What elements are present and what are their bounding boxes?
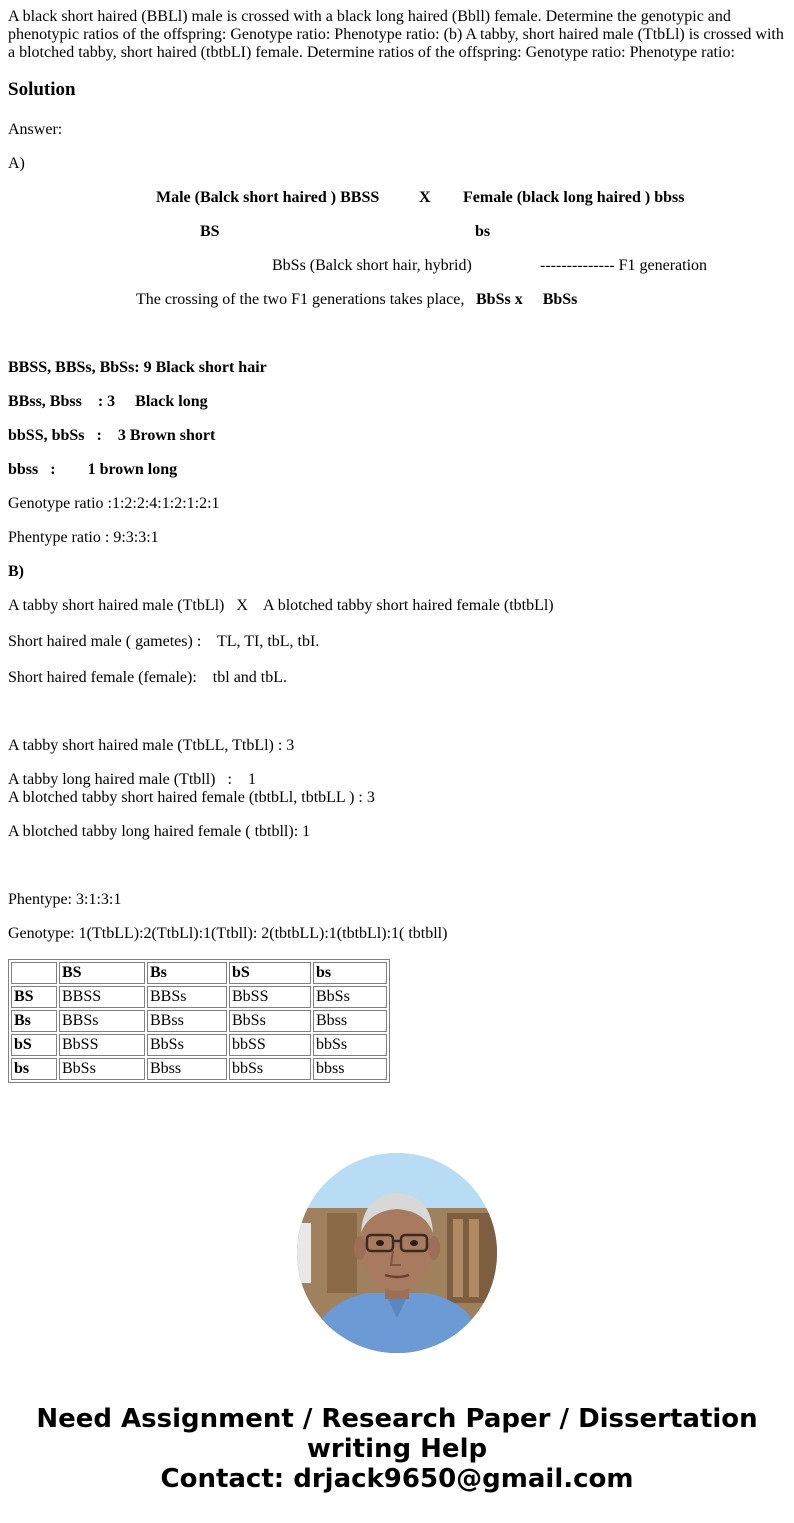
phenotype-ratio-a: Phentype ratio : 9:3:3:1 bbox=[8, 529, 159, 546]
genotype-ratio-a: Genotype ratio :1:2:2:4:1:2:1:2:1 bbox=[8, 495, 220, 512]
question-text: A black short haired (BBLl) male is crossed with a black long haired (Bbll) female. Determine the genotypic and phenotypic ratios of the offspring: Genotype ratio: Phenotype ratio: (b) A tabby, short haired male (TtbLl) is crossed with a blotched tabby, short haired (tbtbLI) female. Determine ratios of the offspring: Genotype ratio: Phenotype ratio: bbox=[8, 8, 784, 61]
punnett-cell: BbSs bbox=[59, 1058, 145, 1080]
punnett-cell: BBss bbox=[147, 1010, 227, 1032]
gamete-female: bs bbox=[475, 223, 491, 240]
punnett-cell: bbss bbox=[313, 1058, 387, 1080]
punnett-row-header: Bs bbox=[11, 1010, 57, 1032]
punnett-square bbox=[8, 959, 390, 1083]
answer-label: Answer: bbox=[8, 121, 63, 138]
punnett-cell: bbSS bbox=[229, 1034, 311, 1056]
part-a-label: A) bbox=[8, 155, 25, 172]
punnett-row bbox=[11, 1058, 387, 1080]
phenotype-b: Phentype: 3:1:3:1 bbox=[8, 891, 122, 908]
gametes-male-b: Short haired male ( gametes) : TL, TI, tbL, tbI. bbox=[8, 633, 320, 650]
punnett-row bbox=[11, 1034, 387, 1056]
punnett-row-header: bs bbox=[11, 1058, 57, 1080]
f1-offspring: BbSs (Balck short hair, hybrid) bbox=[272, 257, 472, 274]
result-a-line: BBss, Bbss : 3 Black long bbox=[8, 393, 208, 410]
punnett-cell: BbSs bbox=[147, 1034, 227, 1056]
punnett-row bbox=[11, 986, 387, 1008]
f1-cross-text: The crossing of the two F1 generations takes place, bbox=[136, 291, 465, 308]
punnett-row bbox=[11, 1010, 387, 1032]
solution-heading: Solution bbox=[8, 79, 76, 100]
punnett-cell: BbSS bbox=[229, 986, 311, 1008]
promo-line-2: writing Help bbox=[306, 1434, 488, 1464]
punnett-row-header: bS bbox=[11, 1034, 57, 1056]
cross-b: A tabby short haired male (TtbLl) X A blotched tabby short haired female (tbtbLl) bbox=[8, 597, 554, 614]
punnett-header-row bbox=[11, 962, 387, 984]
punnett-cell: BbSs bbox=[229, 1010, 311, 1032]
punnett-col-header: bs bbox=[313, 962, 387, 984]
promo-contact[interactable]: Contact: drjack9650@gmail.com bbox=[160, 1464, 634, 1494]
f1-cross-genotypes: BbSs x BbSs bbox=[476, 291, 578, 308]
result-b-line: A blotched tabby short haired female (tbtbLl, tbtbLL ) : 3 bbox=[8, 789, 375, 806]
cross-a-male: Male (Balck short haired ) BBSS bbox=[156, 189, 380, 206]
gamete-male: BS bbox=[200, 223, 220, 240]
punnett-cell: bbSs bbox=[313, 1034, 387, 1056]
promo-line-1: Need Assignment / Research Paper / Dissertation bbox=[36, 1404, 758, 1434]
result-b-line: A tabby short haired male (TtbLL, TtbLl) : 3 bbox=[8, 737, 295, 754]
punnett-row-header: BS bbox=[11, 986, 57, 1008]
punnett-corner-cell bbox=[11, 962, 57, 984]
punnett-cell: BbSs bbox=[313, 986, 387, 1008]
result-b-line: A blotched tabby long haired female ( tbtbll): 1 bbox=[8, 823, 311, 840]
result-a-line: BBSS, BBSs, BbSs: 9 Black short hair bbox=[8, 359, 267, 376]
punnett-cell: BBSs bbox=[147, 986, 227, 1008]
part-b-label: B) bbox=[8, 563, 24, 580]
punnett-cell: BbSS bbox=[59, 1034, 145, 1056]
author-avatar bbox=[297, 1153, 497, 1353]
cross-a-female: Female (black long haired ) bbss bbox=[463, 189, 685, 206]
result-a-line: bbSS, bbSs : 3 Brown short bbox=[8, 427, 216, 444]
f1-generation-label: -------------- F1 generation bbox=[540, 257, 708, 274]
gametes-female-b: Short haired female (female): tbl and tbL. bbox=[8, 669, 288, 686]
punnett-col-header: Bs bbox=[147, 962, 227, 984]
genotype-b: Genotype: 1(TtbLL):2(TtbLl):1(Ttbll): 2(tbtbLL):1(tbtbLl):1( tbtbll) bbox=[8, 925, 448, 942]
punnett-col-header: BS bbox=[59, 962, 145, 984]
punnett-cell: BBSs bbox=[59, 1010, 145, 1032]
punnett-cell: Bbss bbox=[313, 1010, 387, 1032]
cross-a-x: X bbox=[419, 189, 431, 206]
result-a-line: bbss : 1 brown long bbox=[8, 461, 178, 478]
promo-banner bbox=[0, 1404, 794, 1494]
punnett-cell: BBSS bbox=[59, 986, 145, 1008]
punnett-cell: bbSs bbox=[229, 1058, 311, 1080]
punnett-col-header: bS bbox=[229, 962, 311, 984]
punnett-cell: Bbss bbox=[147, 1058, 227, 1080]
avatar-portrait-illustration bbox=[297, 1153, 497, 1353]
result-b-line: A tabby long haired male (Ttbll) : 1 bbox=[8, 771, 256, 788]
